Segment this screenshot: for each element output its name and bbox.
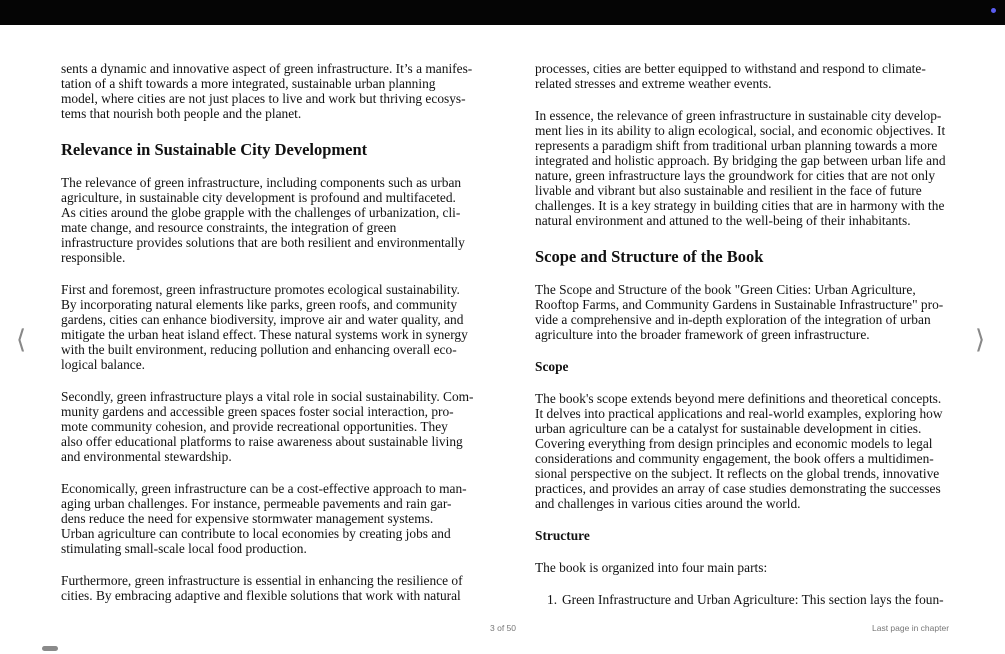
text-line: By incorporating natural elements like parks, green roofs, and community [61, 297, 458, 312]
paragraph [61, 61, 481, 121]
text-line: It delves into practical applications and real-world examples, exploring how [535, 406, 943, 421]
section-heading: Relevance in Sustainable City Development [61, 140, 368, 159]
paragraph [61, 481, 481, 556]
text-line: The relevance of green infrastructure, including components such as urban [61, 175, 462, 190]
text-line: model, where cities are not just places to live and work but thriving ecosys- [61, 91, 466, 106]
text-line: munity gardens and accessible green spaces foster social interaction, pro- [61, 404, 454, 419]
text-line: mitigate the urban heat island effect. These natural systems work in synergy [61, 327, 468, 342]
text-line: Urban agriculture can contribute to local economies by creating jobs and [61, 526, 451, 541]
text-line: sional perspective on the subject. It reflects on the global trends, innovative [535, 466, 940, 481]
text-line: Furthermore, green infrastructure is essential in enhancing the resilience of [61, 573, 463, 588]
subsection-heading: Scope [535, 359, 569, 374]
list-text: Green Infrastructure and Urban Agriculture: This section lays the foun- [562, 592, 944, 607]
text-line: As cities around the globe grapple with the challenges of urbanization, cli- [61, 205, 461, 220]
next-page-button[interactable]: ⟩ [975, 325, 986, 355]
left-page-column [61, 61, 481, 620]
subsection-heading: Structure [535, 528, 590, 543]
text-line: Secondly, green infrastructure plays a vital role in social sustainability. Com- [61, 389, 474, 404]
text-line: Rooftop Farms, and Community Gardens in Sustainable Infrastructure" pro- [535, 297, 944, 312]
text-line: First and foremost, green infrastructure promotes ecological sustainability. [61, 282, 460, 297]
text-line: challenges. It is a key strategy in building cities that are in harmony with the [535, 198, 945, 213]
paragraph [535, 391, 955, 511]
text-line: and environmental stewardship. [61, 449, 232, 464]
text-line: sents a dynamic and innovative aspect of green infrastructure. It’s a manifes- [61, 61, 473, 76]
text-line: urban agriculture can be a catalyst for sustainable development in cities. [535, 421, 922, 436]
text-line: mate change, and resource constraints, the integration of green [61, 220, 397, 235]
text-line: represents a paradigm shift from traditional urban planning towards a more [535, 138, 938, 153]
text-line: Economically, green infrastructure can be a cost-effective approach to man- [61, 481, 467, 496]
text-line: practices, and provides an array of case studies demonstrating the successes [535, 481, 941, 496]
text-line: nature, green infrastructure lays the groundwork for cities that are not only [535, 168, 936, 183]
text-line: mote community cohesion, and provide recreational opportunities. They [61, 419, 448, 434]
top-bar [0, 0, 1005, 25]
status-indicator-dot [991, 8, 996, 13]
paragraph [535, 282, 955, 342]
text-line: stimulating small-scale local food production. [61, 541, 307, 556]
text-line: related stresses and extreme weather events. [535, 76, 772, 91]
paragraph [535, 108, 955, 228]
paragraph [535, 61, 955, 91]
text-line: The Scope and Structure of the book "Green Cities: Urban Agriculture, [535, 282, 916, 297]
text-line: ment lies in its ability to align ecological, social, and economic objectives. It [535, 123, 946, 138]
text-line: also offer educational platforms to raise awareness about sustainable living [61, 434, 463, 449]
text-line: In essence, the relevance of green infrastructure in sustainable city develop- [535, 108, 942, 123]
text-line: gardens, cities can enhance biodiversity, improve air and water quality, and [61, 312, 464, 327]
text-line: vide a comprehensive and in-depth exploration of the integration of urban [535, 312, 931, 327]
previous-page-button[interactable]: ⟨ [16, 325, 27, 355]
text-line: and challenges in various cities around the world. [535, 496, 801, 511]
text-line: responsible. [61, 250, 126, 265]
text-line: agriculture, in sustainable city development is profound and multifaceted. [61, 190, 456, 205]
list-number: 1. [547, 592, 558, 607]
text-line: agriculture into the broader framework of green infrastructure. [535, 327, 870, 342]
text-line: aging urban challenges. For instance, permeable pavements and rain gar- [61, 496, 452, 511]
text-line: Covering everything from design principles and economic models to legal [535, 436, 933, 451]
list-item [535, 592, 955, 607]
text-line: tation of a shift towards a more integrated, sustainable urban planning [61, 76, 436, 91]
right-page-column [535, 61, 955, 607]
paragraph [61, 389, 481, 464]
section-heading: Scope and Structure of the Book [535, 247, 764, 266]
text-line: natural environment and attuned to the well-being of their inhabitants. [535, 213, 911, 228]
text-line: with the built environment, reducing pollution and enhancing overall eco- [61, 342, 457, 357]
scrub-handle[interactable] [42, 646, 58, 651]
page-number: 3 of 50 [490, 623, 516, 633]
text-line: The book's scope extends beyond mere definitions and theoretical concepts. [535, 391, 942, 406]
paragraph [61, 282, 481, 372]
paragraph [61, 175, 481, 265]
text-line: considerations and community engagement, the book offers a multidimen- [535, 451, 934, 466]
paragraph [535, 560, 955, 575]
text-line: cities. By embracing adaptive and flexible solutions that work with natural [61, 588, 461, 603]
text-line: tems that nourish both people and the planet. [61, 106, 302, 121]
text-line: livable and vibrant but also sustainable and resilient in the face of future [535, 183, 922, 198]
text-line: integrated and holistic approach. By bridging the gap between urban life and [535, 153, 946, 168]
text-line: The book is organized into four main parts: [535, 560, 768, 575]
text-line: infrastructure provides solutions that are both resilient and environmentally [61, 235, 465, 250]
text-line: processes, cities are better equipped to withstand and respond to climate- [535, 61, 926, 76]
paragraph [61, 573, 481, 603]
text-line: logical balance. [61, 357, 146, 372]
text-line: dens reduce the need for expensive stormwater management systems. [61, 511, 434, 526]
chapter-note: Last page in chapter [872, 623, 950, 633]
